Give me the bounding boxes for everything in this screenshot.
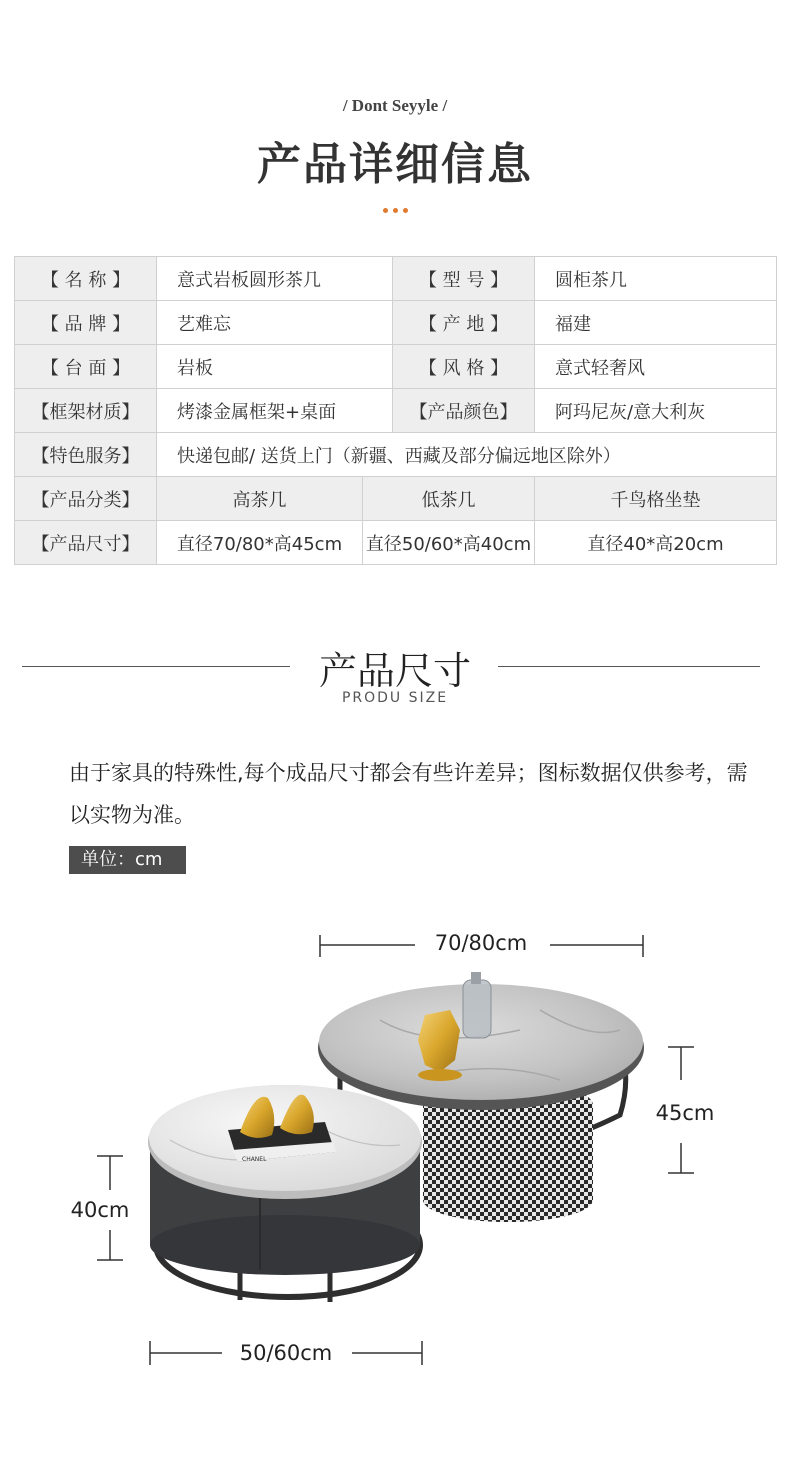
spec-label: 【产品分类】 bbox=[15, 477, 157, 521]
small-width-label: 50/60cm bbox=[239, 1341, 333, 1365]
small-table bbox=[148, 1085, 422, 1302]
small-height-label: 40cm bbox=[70, 1198, 130, 1222]
spec-value: 意式岩板圆形茶几 bbox=[157, 257, 393, 301]
category-cell: 高茶几 bbox=[157, 477, 363, 521]
spec-label: 【 名 称 】 bbox=[15, 257, 157, 301]
spec-label: 【 型 号 】 bbox=[393, 257, 535, 301]
spec-label: 【 产 地 】 bbox=[393, 301, 535, 345]
section-title: 产品尺寸 bbox=[318, 649, 471, 693]
category-cell: 千鸟格坐垫 bbox=[535, 477, 777, 521]
spec-label: 【 风 格 】 bbox=[393, 345, 535, 389]
table-row bbox=[15, 521, 777, 565]
brand-subtitle: / Dont Seyyle / bbox=[342, 96, 448, 115]
table-row bbox=[15, 301, 777, 345]
size-cell: 直径50/60*高40cm bbox=[363, 521, 535, 565]
spec-value: 福建 bbox=[535, 301, 777, 345]
size-cell: 直径70/80*高45cm bbox=[157, 521, 363, 565]
page-title: 产品详细信息 bbox=[257, 139, 533, 190]
spec-label: 【框架材质】 bbox=[15, 389, 157, 433]
spec-label: 【产品尺寸】 bbox=[15, 521, 157, 565]
spec-value: 快递包邮/ 送货上门（新疆、西藏及部分偏远地区除外） bbox=[157, 433, 777, 477]
spec-table bbox=[14, 256, 777, 565]
book-title: CHANEL bbox=[242, 1156, 267, 1163]
spec-value: 阿玛尼灰/意大利灰 bbox=[535, 389, 777, 433]
coffee-table-illustration bbox=[0, 900, 790, 1420]
decorative-dots bbox=[383, 208, 409, 214]
table-row bbox=[15, 477, 777, 521]
spec-value: 岩板 bbox=[157, 345, 393, 389]
table-row bbox=[15, 345, 777, 389]
spec-value: 意式轻奢风 bbox=[535, 345, 777, 389]
size-cell: 直径40*高20cm bbox=[535, 521, 777, 565]
spec-label: 【 台 面 】 bbox=[15, 345, 157, 389]
table-row bbox=[15, 433, 777, 477]
table-row bbox=[15, 389, 777, 433]
section-subtitle: PRODU SIZE bbox=[341, 690, 449, 706]
large-height-label: 45cm bbox=[655, 1101, 715, 1125]
glass-vase bbox=[463, 980, 491, 1038]
spec-label: 【产品颜色】 bbox=[393, 389, 535, 433]
spec-value: 艺难忘 bbox=[157, 301, 393, 345]
spec-label: 【 品 牌 】 bbox=[15, 301, 157, 345]
large-width-label: 70/80cm bbox=[434, 931, 528, 955]
spec-value: 圆柜茶几 bbox=[535, 257, 777, 301]
category-cell: 低茶几 bbox=[363, 477, 535, 521]
size-disclaimer: 由于家具的特殊性,每个成品尺寸都会有些许差异；图标数据仅供参考，需以实物为准。 bbox=[69, 761, 748, 827]
spec-label: 【特色服务】 bbox=[15, 433, 157, 477]
spec-value: 烤漆金属框架+桌面 bbox=[157, 389, 393, 433]
table-row bbox=[15, 257, 777, 301]
unit-badge: 单位：cm bbox=[69, 846, 186, 874]
